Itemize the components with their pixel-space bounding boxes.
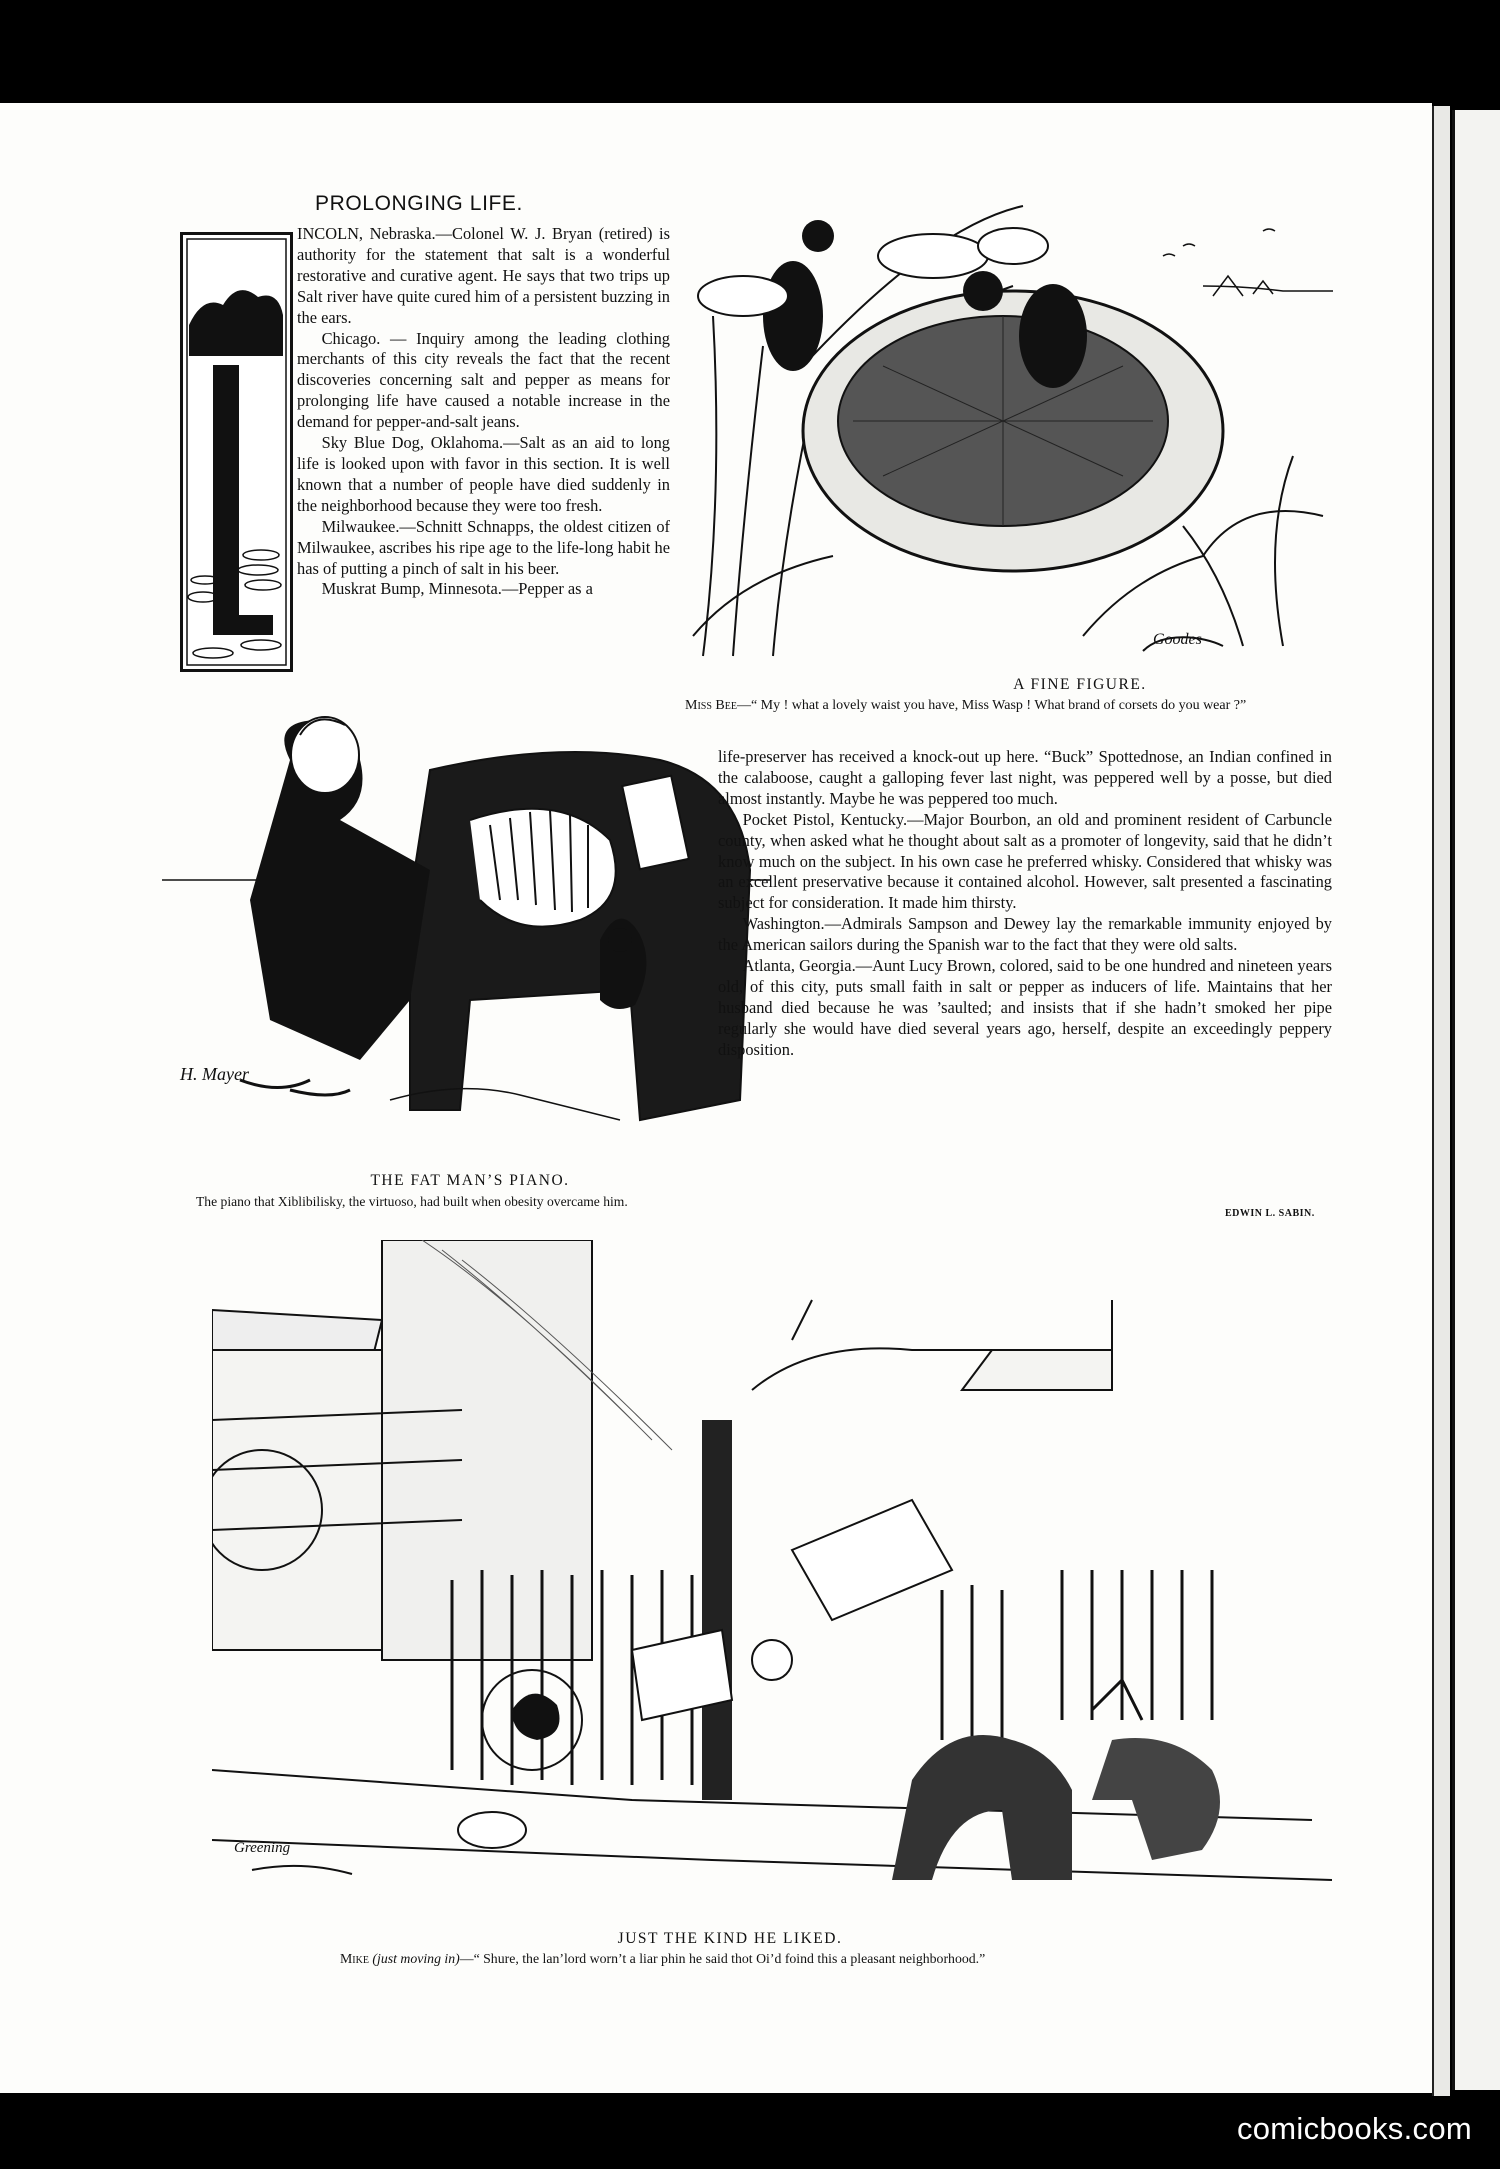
caption-aside: (just moving in) bbox=[372, 1951, 460, 1966]
paragraph: Chicago. — Inquiry among the leading clothing merchants of this city reveals the fact that the recent discoveries concerning salt and pepper as means for prolonging life have caused a notable increase in the demand for pepper-and-salt jeans. bbox=[297, 328, 670, 432]
svg-text:Greening: Greening bbox=[234, 1840, 291, 1856]
article-title: PROLONGING LIFE. bbox=[315, 192, 523, 215]
paragraph: Muskrat Bump, Minnesota.—Pepper as a bbox=[321, 579, 593, 599]
site-watermark: comicbooks.com bbox=[1236, 2111, 1472, 2146]
moving-day-illustration bbox=[212, 1240, 1332, 1920]
article-column-2 bbox=[718, 747, 1332, 1061]
neighborhood-caption bbox=[340, 1950, 1330, 1968]
paragraph: Washington.—Admirals Sampson and Dewey lay the remarkable immunity enjoyed by the American sailors during the Spanish war to the fact that they were old salts. bbox=[718, 914, 1332, 955]
caption-quote: —“ My ! what a lovely waist you have, Miss Wasp ! What brand of corsets do you wear ?” bbox=[736, 698, 1247, 713]
paragraph: Milwaukee.—Schnitt Schnapps, the oldest citizen of Milwaukee, ascribes his ripe age to the life-long habit he has of putting a pinch of salt in his beer. bbox=[297, 516, 670, 578]
neighborhood-title: JUST THE KIND HE LIKED. bbox=[617, 1930, 843, 1947]
svg-text:Goodes: Goodes bbox=[1153, 631, 1202, 648]
article-column-1 bbox=[297, 224, 670, 600]
drop-cap-l-icon bbox=[183, 235, 290, 669]
piano-caption: The piano that Xiblibilisky, the virtuoso, had built when obesity overcame him. bbox=[196, 1194, 628, 1209]
paragraph: Pocket Pistol, Kentucky.—Major Bourbon, an old and prominent resident of Carbuncle county, when asked what he thought about salt as a promoter of longevity, said that he didn’t know much on the subject. In his own case he preferred whisky. Considered that whisky was an excellent preservative because it contained alcohol. However, salt presented a fascinating subject for consideration. It made him thirsty. bbox=[718, 809, 1332, 913]
caption-speaker: Miss Bee bbox=[685, 698, 737, 713]
paragraph: INCOLN, Nebraska.—Colonel W. J. Bryan (retired) is authority for the statement that salt is a wonderful restorative and curative agent. He says that two trips up Salt river have quite cured him of a persistent buzzing in the ears. bbox=[297, 224, 670, 327]
paragraph: life-preserver has received a knock-out up here. “Buck” Spottednose, an Indian confined in the calaboose, caught a galloping fever last night, was peppered well by a posse, but died almost instantly. Maybe he was peppered too much. bbox=[718, 747, 1332, 808]
fine-figure-title: A FINE FIGURE. bbox=[1013, 676, 1147, 693]
sunflower-bee-illustration bbox=[683, 196, 1338, 661]
caption-quote: —“ Shure, the lan’lord worn’t a liar phin he said thot Oi’d foind this a pleasant neighborhood.” bbox=[459, 1951, 986, 1966]
fat-man-piano-illustration bbox=[160, 700, 770, 1150]
author-signature: EDWIN L. SABIN. bbox=[1225, 1208, 1315, 1219]
svg-text:L: L bbox=[203, 622, 213, 639]
paragraph: Atlanta, Georgia.—Aunt Lucy Brown, colored, said to be one hundred and nineteen years old, of this city, puts small faith in salt or pepper as inducers of life. Maintains that her husband died because he was ’saulted; and insists that if she hadn’t smoked her pipe regularly she would have died several years ago, herself, despite an exceedingly peppery disposition. bbox=[718, 956, 1332, 1059]
paragraph: Sky Blue Dog, Oklahoma.—Salt as an aid to long life is looked upon with favor in this section. It is well known that a number of people have died suddenly in the neighborhood because they were too fresh. bbox=[297, 433, 670, 515]
svg-text:H. Mayer: H. Mayer bbox=[180, 1064, 249, 1084]
fine-figure-caption bbox=[685, 697, 1333, 715]
piano-title: THE FAT MAN’S PIANO. bbox=[370, 1172, 570, 1189]
caption-speaker: Mike bbox=[340, 1951, 369, 1966]
drop-cap-ornament bbox=[180, 232, 293, 672]
page-edge bbox=[1432, 106, 1450, 2096]
next-page-edge bbox=[1452, 110, 1500, 2090]
